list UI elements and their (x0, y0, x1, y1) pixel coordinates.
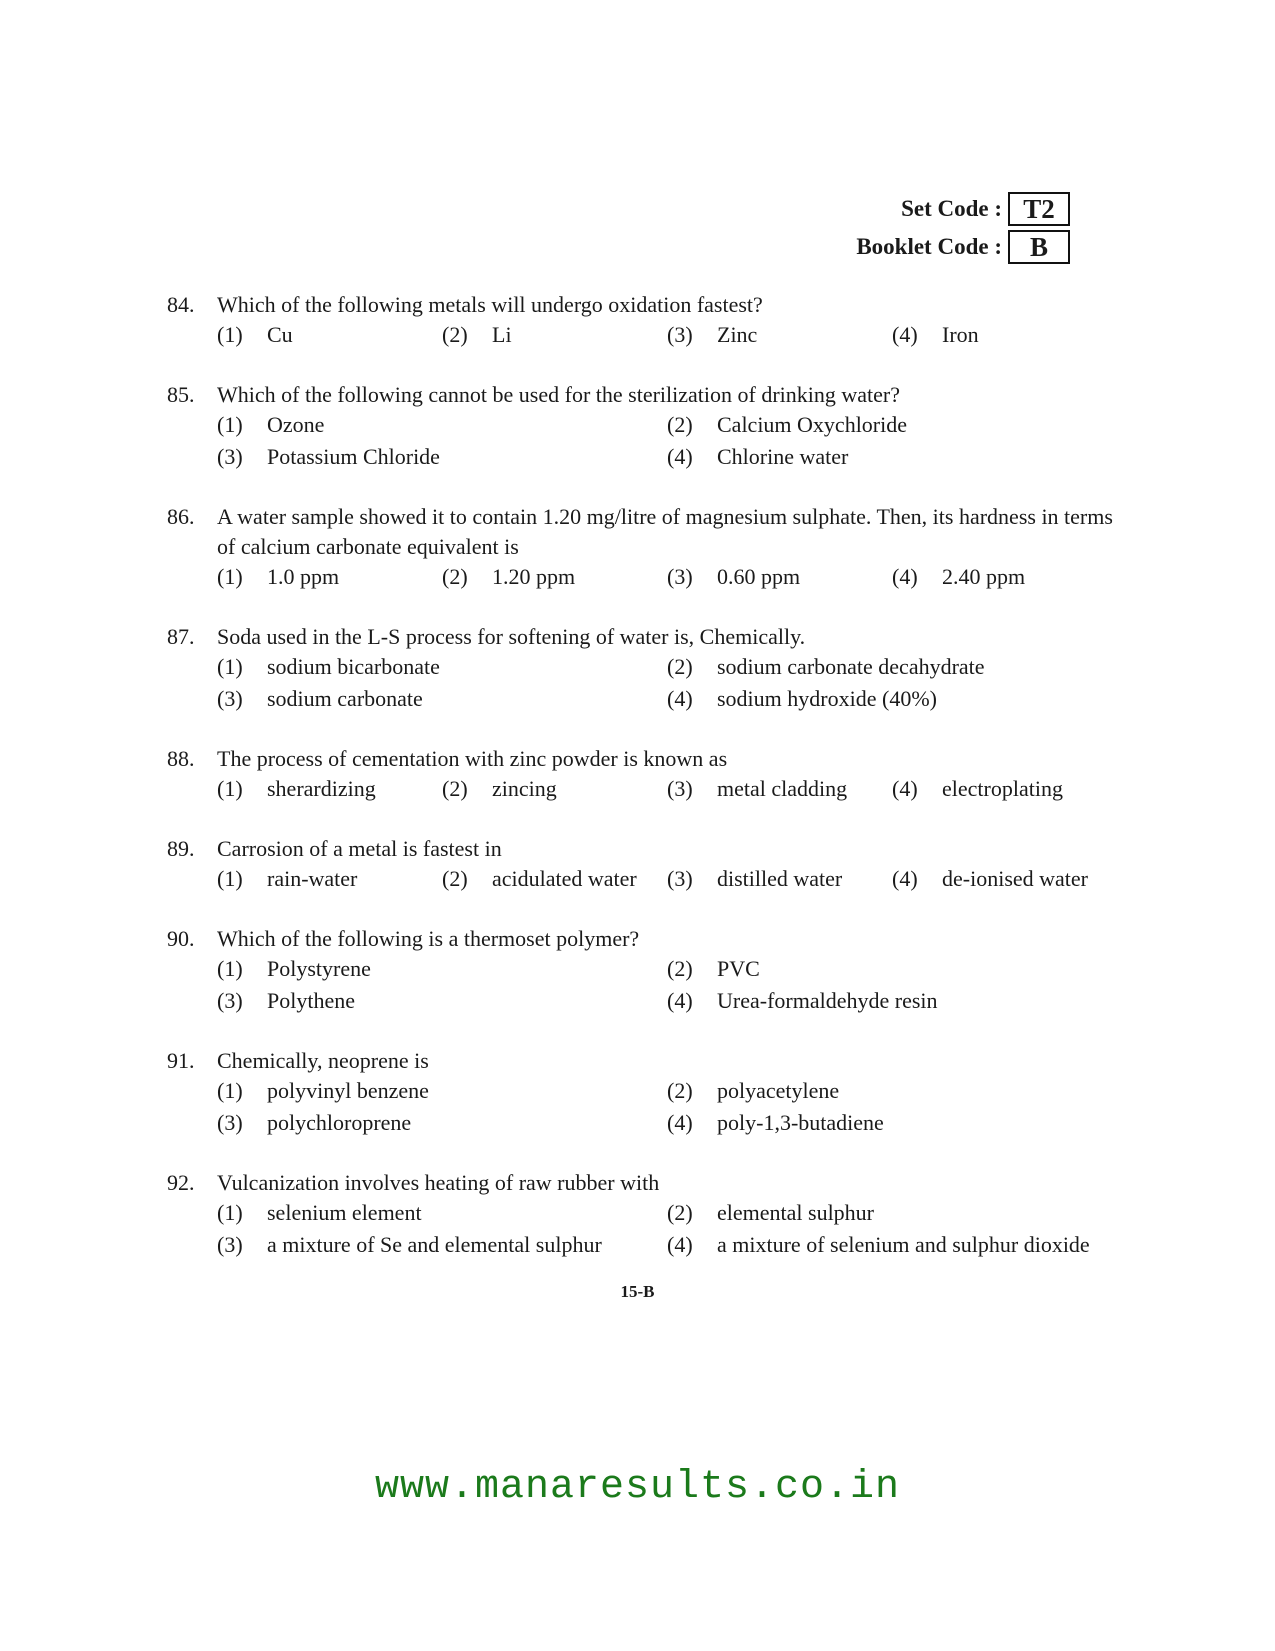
option-number: (1) (217, 776, 243, 801)
question-number: 86. (167, 504, 195, 529)
option-number: (2) (442, 564, 468, 589)
option-item (217, 1076, 667, 1106)
question-text: A water sample showed it to contain 1.20 mg/litre of magnesium sulphate. Then, its hardness in terms of calcium carbonate equivalent is (217, 504, 1113, 559)
question-text: The process of cementation with zinc powder is known as (217, 746, 728, 771)
option-item (667, 986, 1117, 1016)
option-text: Chlorine water (717, 444, 849, 469)
option-number: (1) (217, 654, 243, 679)
option-item (667, 864, 892, 894)
option-number: (1) (217, 322, 243, 347)
option-number: (3) (667, 322, 693, 347)
option-item (892, 562, 1117, 592)
option-text: polyvinyl benzene (267, 1078, 429, 1103)
page-number: 15-B (620, 1282, 655, 1301)
option-item (442, 774, 667, 804)
option-number: (1) (217, 1200, 243, 1225)
option-number: (1) (217, 866, 243, 891)
option-text: selenium element (267, 1200, 422, 1225)
option-item (217, 320, 442, 350)
option-item (217, 1108, 667, 1138)
booklet-code-row (856, 228, 1070, 266)
option-number: (2) (442, 866, 468, 891)
option-text: 1.20 ppm (492, 564, 576, 589)
option-number: (2) (442, 776, 468, 801)
option-item (217, 652, 667, 682)
question-number: 91. (167, 1048, 195, 1073)
option-number: (1) (217, 1078, 243, 1103)
option-item (667, 652, 1117, 682)
question-text: Which of the following is a thermoset polymer? (217, 926, 640, 951)
option-text: poly-1,3-butadiene (717, 1110, 884, 1135)
option-number: (2) (442, 322, 468, 347)
option-text: rain-water (267, 866, 358, 891)
option-text: distilled water (717, 866, 843, 891)
option-text: polychloroprene (267, 1110, 412, 1135)
option-number: (4) (892, 866, 918, 891)
option-number: (4) (667, 1232, 693, 1257)
option-text: metal cladding (717, 776, 848, 801)
option-item (667, 410, 1117, 440)
option-list (217, 1198, 1117, 1260)
option-number: (3) (217, 444, 243, 469)
option-item (217, 986, 667, 1016)
question-number: 87. (167, 624, 195, 649)
set-code-row (856, 190, 1070, 228)
option-number: (3) (217, 686, 243, 711)
question-87 (167, 622, 1117, 714)
option-text: de-ionised water (942, 866, 1088, 891)
question-stem (167, 834, 1117, 864)
option-item (217, 954, 667, 984)
option-item (442, 864, 667, 894)
option-number: (1) (217, 564, 243, 589)
option-list (217, 652, 1117, 714)
option-number: (2) (667, 1200, 693, 1225)
option-text: Polystyrene (267, 956, 371, 981)
option-text: Ozone (267, 412, 325, 437)
question-85 (167, 380, 1117, 472)
option-list (217, 954, 1117, 1016)
option-number: (2) (667, 654, 693, 679)
option-item (667, 320, 892, 350)
option-item (217, 562, 442, 592)
option-text: Iron (942, 322, 979, 347)
option-text: Li (492, 322, 512, 347)
option-item (892, 774, 1117, 804)
question-91 (167, 1046, 1117, 1138)
option-number: (2) (667, 412, 693, 437)
option-item (217, 684, 667, 714)
booklet-code-label: Booklet Code : (856, 234, 1002, 259)
option-text: Polythene (267, 988, 355, 1013)
option-text: electroplating (942, 776, 1063, 801)
option-list (217, 864, 1117, 894)
question-text: Soda used in the L-S process for softening of water is, Chemically. (217, 624, 806, 649)
option-text: sodium bicarbonate (267, 654, 440, 679)
option-text: Zinc (717, 322, 758, 347)
option-list (217, 320, 1117, 350)
option-text: sodium hydroxide (40%) (717, 686, 937, 711)
option-item (667, 1230, 1117, 1260)
option-number: (3) (217, 1232, 243, 1257)
question-92 (167, 1168, 1117, 1260)
question-number: 88. (167, 746, 195, 771)
set-code-value: T2 (1008, 192, 1070, 226)
option-item (892, 320, 1117, 350)
option-list (217, 774, 1117, 804)
option-text: Cu (267, 322, 293, 347)
option-item (217, 442, 667, 472)
question-number: 90. (167, 926, 195, 951)
question-number: 92. (167, 1170, 195, 1195)
option-number: (2) (667, 956, 693, 981)
option-item (892, 864, 1117, 894)
option-item (217, 1198, 667, 1228)
question-text: Which of the following metals will undergo oxidation fastest? (217, 292, 763, 317)
footer-url[interactable]: www.manaresults.co.in (374, 1465, 901, 1510)
question-text: Which of the following cannot be used for the sterilization of drinking water? (217, 382, 901, 407)
option-text: Urea-formaldehyde resin (717, 988, 938, 1013)
option-item (667, 1108, 1117, 1138)
question-stem (167, 1168, 1117, 1198)
option-number: (4) (892, 322, 918, 347)
option-item (667, 1076, 1117, 1106)
option-text: Calcium Oxychloride (717, 412, 908, 437)
option-number: (4) (667, 444, 693, 469)
code-block (856, 190, 1070, 266)
option-number: (2) (667, 1078, 693, 1103)
option-item (667, 1198, 1117, 1228)
option-text: acidulated water (492, 866, 637, 891)
option-item (217, 774, 442, 804)
option-text: a mixture of Se and elemental sulphur (267, 1232, 602, 1257)
question-stem (167, 1046, 1117, 1076)
option-text: 0.60 ppm (717, 564, 801, 589)
question-number: 84. (167, 292, 195, 317)
option-text: zincing (492, 776, 557, 801)
question-number: 85. (167, 382, 195, 407)
option-text: sherardizing (267, 776, 376, 801)
option-number: (1) (217, 412, 243, 437)
option-item (442, 562, 667, 592)
option-item (667, 774, 892, 804)
question-text: Vulcanization involves heating of raw rubber with (217, 1170, 660, 1195)
booklet-code-value: B (1008, 230, 1070, 264)
option-item (667, 442, 1117, 472)
question-text: Chemically, neoprene is (217, 1048, 429, 1073)
question-stem (167, 502, 1117, 562)
option-text: Potassium Chloride (267, 444, 440, 469)
question-stem (167, 380, 1117, 410)
option-number: (4) (892, 776, 918, 801)
option-text: sodium carbonate (267, 686, 423, 711)
option-text: polyacetylene (717, 1078, 840, 1103)
question-88 (167, 744, 1117, 804)
option-text: PVC (717, 956, 760, 981)
option-text: 1.0 ppm (267, 564, 340, 589)
option-item (217, 1230, 667, 1260)
question-stem (167, 744, 1117, 774)
set-code-label: Set Code : (901, 196, 1002, 221)
question-text: Carrosion of a metal is fastest in (217, 836, 502, 861)
option-number: (3) (667, 564, 693, 589)
option-number: (4) (892, 564, 918, 589)
option-text: elemental sulphur (717, 1200, 875, 1225)
question-86 (167, 502, 1117, 592)
option-list (217, 410, 1117, 472)
question-stem (167, 924, 1117, 954)
option-number: (4) (667, 686, 693, 711)
question-89 (167, 834, 1117, 894)
option-number: (3) (667, 866, 693, 891)
question-list (167, 290, 1117, 1290)
option-text: a mixture of selenium and sulphur dioxide (717, 1232, 1090, 1257)
option-item (442, 320, 667, 350)
option-number: (4) (667, 988, 693, 1013)
question-stem (167, 622, 1117, 652)
option-number: (3) (667, 776, 693, 801)
option-text: sodium carbonate decahydrate (717, 654, 985, 679)
option-number: (4) (667, 1110, 693, 1135)
question-number: 89. (167, 836, 195, 861)
option-text: 2.40 ppm (942, 564, 1026, 589)
question-90 (167, 924, 1117, 1016)
option-number: (3) (217, 1110, 243, 1135)
option-item (667, 954, 1117, 984)
option-number: (3) (217, 988, 243, 1013)
option-item (217, 864, 442, 894)
question-84 (167, 290, 1117, 350)
option-list (217, 1076, 1117, 1138)
option-number: (1) (217, 956, 243, 981)
option-list (217, 562, 1117, 592)
option-item (217, 410, 667, 440)
option-item (667, 562, 892, 592)
option-item (667, 684, 1117, 714)
question-stem (167, 290, 1117, 320)
